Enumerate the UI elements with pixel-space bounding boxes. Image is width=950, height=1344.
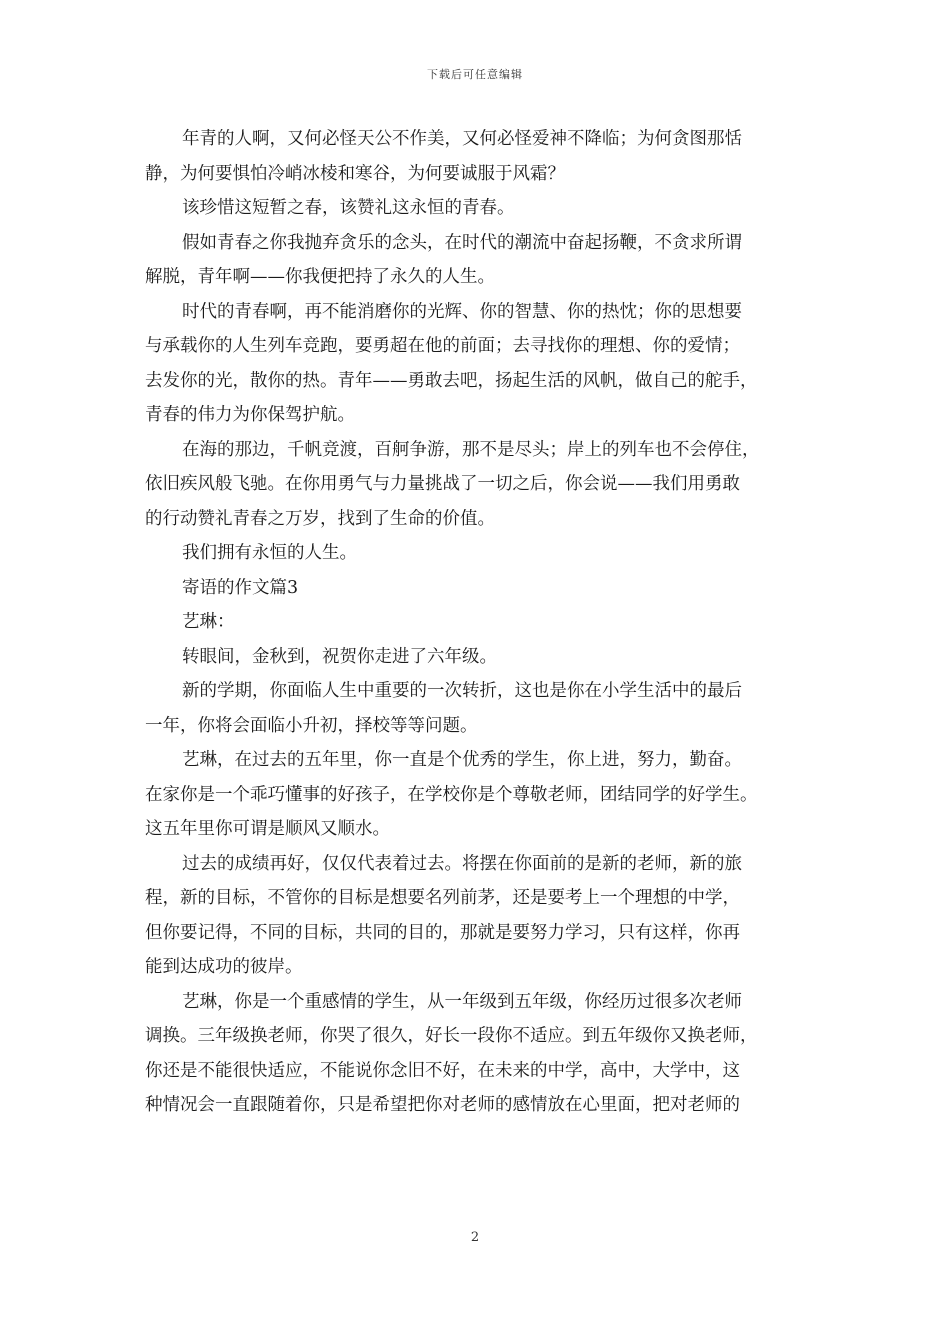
text-line: 我们拥有永恒的人生。 (182, 543, 357, 563)
text-line: 寄语的作文篇3 (182, 577, 299, 598)
page-number: 2 (470, 1230, 480, 1245)
text-line: 假如青春之你我抛弃贪乐的念头，在时代的潮流中奋起扬鞭，不贪求所谓 (182, 232, 742, 253)
text-line: 该珍惜这短暂之春，该赞礼这永恒的青春。 (182, 198, 515, 218)
text-line: 艺琳，你是一个重感情的学生，从一年级到五年级，你经历过很多次老师 (182, 991, 742, 1012)
text-line: 在家你是一个乖巧懂事的好孩子，在学校你是个尊敬老师，团结同学的好学生。 (145, 784, 758, 805)
text-line: 艺琳，在过去的五年里，你一直是个优秀的学生，你上进，努力，勤奋。 (182, 750, 742, 770)
text-line: 青春的伟力为你保驾护航。 (145, 405, 355, 425)
text-line: 解脱，青年啊——你我便把持了永久的人生。 (145, 267, 495, 287)
document-body (145, 122, 810, 1123)
text-line: 艺琳： (182, 612, 235, 632)
text-line: 能到达成功的彼岸。 (145, 957, 303, 977)
text-line: 过去的成绩再好，仅仅代表着过去。将摆在你面前的是新的老师，新的旅 (182, 853, 742, 874)
text-line: 这五年里你可谓是顺风又顺水。 (145, 819, 390, 839)
text-line: 时代的青春啊，再不能消磨你的光辉、你的智慧、你的热忱；你的思想要 (182, 301, 742, 322)
text-line: 转眼间，金秋到，祝贺你走进了六年级。 (182, 646, 497, 667)
text-line: 新的学期，你面临人生中重要的一次转折，这也是你在小学生活中的最后 (182, 681, 742, 701)
text-line: 你还是不能很快适应，不能说你念旧不好，在未来的中学，高中，大学中，这 (145, 1060, 740, 1081)
text-line: 一年，你将会面临小升初，择校等等问题。 (145, 715, 478, 736)
text-line: 去发你的光，散你的热。青年——勇敢去吧，扬起生活的风帆，做自己的舵手， (145, 370, 758, 391)
text-line: 但你要记得，不同的目标，共同的目的，那就是要努力学习，只有这样，你再 (145, 922, 740, 943)
text-line: 种情况会一直跟随着你，只是希望把你对老师的感情放在心里面，把对老师的 (145, 1095, 740, 1115)
text-line: 程，新的目标，不管你的目标是想要名列前茅，还是要考上一个理想的中学， (145, 888, 740, 908)
text-line: 依旧疾风般飞驰。在你用勇气与力量挑战了一切之后，你会说——我们用勇敢 (145, 474, 740, 494)
page-header: 下载后可任意编辑 (427, 68, 523, 81)
text-line: 年青的人啊，又何必怪天公不作美，又何必怪爱神不降临；为何贪图那恬 (182, 129, 742, 149)
text-line: 静，为何要惧怕冷峭冰棱和寒谷，为何要诚服于风霜？ (145, 163, 565, 184)
text-line: 在海的那边，千帆竞渡，百舸争游，那不是尽头；岸上的列车也不会停住， (182, 439, 760, 460)
text-line: 与承载你的人生列车竞跑，要勇超在他的前面；去寻找你的理想、你的爱情； (145, 336, 740, 356)
text-line: 调换。三年级换老师，你哭了很久，好长一段你不适应。到五年级你又换老师， (145, 1026, 758, 1046)
text-line: 的行动赞礼青春之万岁，找到了生命的价值。 (145, 508, 495, 529)
